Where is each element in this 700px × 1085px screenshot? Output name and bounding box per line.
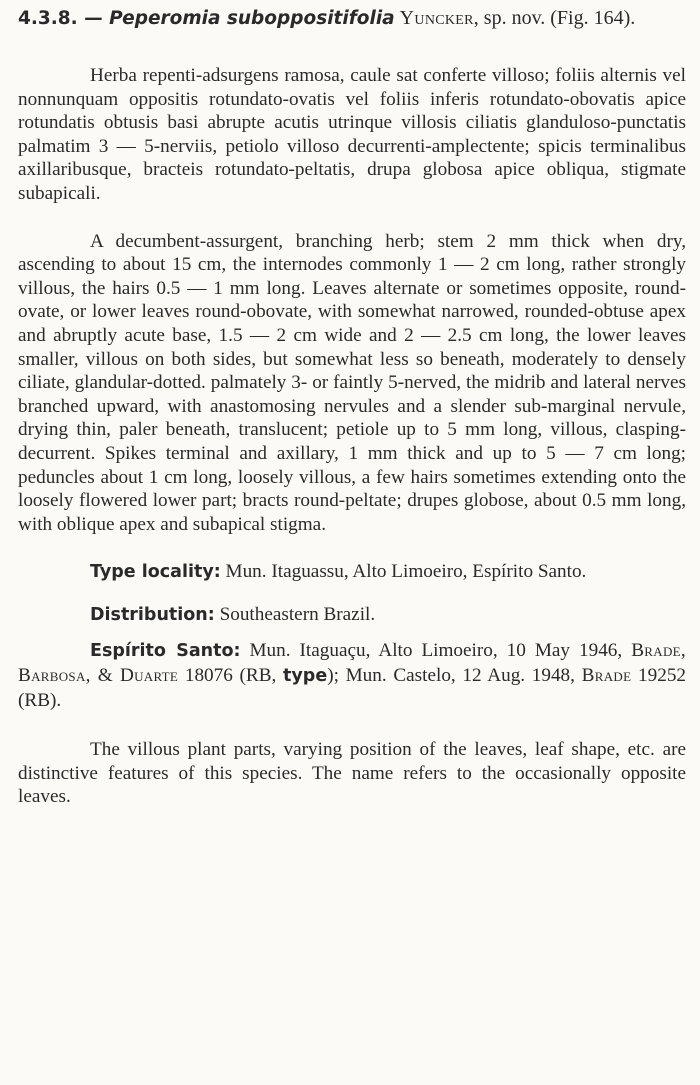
specimens-label: Espírito Santo: [90, 641, 241, 662]
distribution-text: Southeastern Brazil. [214, 603, 376, 625]
specimens-collector-2: Brade [581, 665, 632, 687]
latin-description: Herba repenti-adsurgens ramosa, caule sat conferte villoso; foliis alternis vel nonnunquam oppositis rotundato-ovatis vel foliis inferis rotundato-obovatis apice rotundatis obtusis basi abrupte acutis utrinque villosis ciliatis glanduloso-punctatis palmatim 3 — 5-nerviis, petiolo villoso decurrenti-amplectente; spicis terminalibus axillaribusque, bracteis rotundato-peltatis, drupa globosa apice obliqua, stigmate subapicali. [18, 65, 686, 204]
distribution [18, 603, 686, 628]
type-locality-text: Mun. Itaguassu, Alto Limoeiro, Espírito Santo. [220, 561, 587, 583]
species-status: , sp. nov. (Fig. 164). [473, 7, 636, 29]
specimens-cited [18, 639, 686, 712]
specimens-collectors-1: Brade, Barbosa, & Duarte [18, 640, 686, 687]
section-number: 4.3.8. [18, 8, 78, 29]
type-locality-label: Type locality: [90, 562, 221, 583]
english-description: A decumbent-assurgent, branching herb; stem 2 mm thick when dry, ascending to about 15 cm, the internodes commonly 1 — 2 cm long, rather strongly villous, the hairs 0.5 — 1 mm long. Leaves alternate or sometimes opposite, round-ovate, or lower leaves round-obovate, with somewhat narrowed, rounded-obtuse apex and abruptly acute base, 1.5 — 2 cm wide and 2 — 2.5 cm long, the lower leaves smaller, villous on both sides, but somewhat less so beneath, moderately to densely ciliate, glandular-dotted. palmately 3- or faintly 5-nerved, the midrib and lateral nerves branched upward, with anastomosing nervules and a slender sub-marginal nervule, drying thin, paler beneath, translucent; petiole up to 5 mm long, villous, clasping-decurrent. Spikes terminal and axillary, 1 mm thick and up to 5 — 7 cm long; peduncles about 1 cm long, loosely villous, a few hairs sometimes extending onto the loosely flowered lower part; bracts round-peltate; drupes globose, about 0.5 mm long, with oblique apex and subapical stigma. [18, 230, 686, 535]
specimens-text-4: 19252 (RB). [18, 665, 687, 711]
specimens-text-2: 18076 (RB, [178, 665, 284, 687]
specimens-text-3: ); Mun. Castelo, 12 Aug. 1948, [327, 665, 582, 687]
heading-dash: — [77, 8, 110, 29]
specimens-text-1: Mun. Itaguaçu, Alto Limoeiro, 10 May 1946, [240, 640, 632, 662]
species-heading [18, 6, 686, 31]
closing-remark: The villous plant parts, varying position of the leaves, leaf shape, etc. are distinctive features of this species. The name refers to the occasionally opposite leaves. [18, 739, 686, 808]
type-locality [18, 560, 686, 585]
species-name: Peperomia suboppositifolia [109, 8, 395, 29]
type-specimen-marker: type [283, 666, 328, 687]
distribution-label: Distribution: [90, 604, 215, 625]
species-author: Yuncker [399, 7, 474, 29]
